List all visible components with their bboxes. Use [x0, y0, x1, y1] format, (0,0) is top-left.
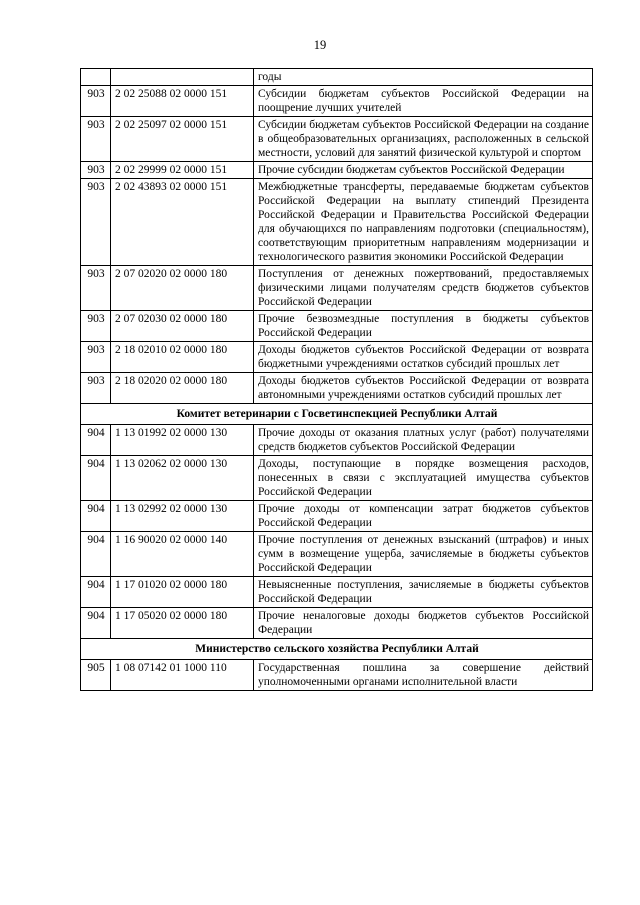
description-cell: Доходы бюджетов субъектов Российской Федерации от возврата бюджетными учреждениями остатков субсидий прошлых лет: [254, 342, 593, 373]
description-cell: Прочие неналоговые доходы бюджетов субъектов Российской Федерации: [254, 608, 593, 639]
section-header-row: [81, 404, 593, 425]
table-row: [81, 425, 593, 456]
revenue-code-cell: 2 07 02030 02 0000 180: [111, 311, 254, 342]
table-row: [81, 456, 593, 501]
revenue-code-cell: 1 13 02992 02 0000 130: [111, 501, 254, 532]
table-row: [81, 577, 593, 608]
page-number: 19: [313, 38, 327, 52]
admin-code-cell: 903: [81, 266, 111, 311]
revenue-code-cell: 2 02 29999 02 0000 151: [111, 162, 254, 179]
table-row: [81, 608, 593, 639]
table-row: [81, 373, 593, 404]
description-cell: Межбюджетные трансферты, передаваемые бюджетам субъектов Российской Федерации на выплату стипендий Президента Российской Федерации и Правительства Российской Федерации для обучающихся по направлениям подготовки (специальностям), соответствующим приоритетным направлениям модернизации и технологического развития экономики Российской Федерации: [254, 179, 593, 266]
description-cell: Доходы, поступающие в порядке возмещения расходов, понесенных в связи с эксплуатацией имущества субъектов Российской Федерации: [254, 456, 593, 501]
table-row: [81, 69, 593, 86]
revenue-codes-table: [80, 68, 593, 691]
revenue-code-cell: 1 13 01992 02 0000 130: [111, 425, 254, 456]
table-row: [81, 342, 593, 373]
admin-code-cell: 903: [81, 342, 111, 373]
description-cell: Субсидии бюджетам субъектов Российской Федерации на поощрение лучших учителей: [254, 86, 593, 117]
revenue-code-cell: 2 02 43893 02 0000 151: [111, 179, 254, 266]
admin-code-cell: 904: [81, 425, 111, 456]
admin-code-cell: 903: [81, 179, 111, 266]
description-cell: годы: [254, 69, 593, 86]
revenue-code-cell: [111, 69, 254, 86]
table-row: [81, 86, 593, 117]
revenue-code-cell: 1 13 02062 02 0000 130: [111, 456, 254, 501]
description-cell: Прочие поступления от денежных взысканий (штрафов) и иных сумм в возмещение ущерба, зачисляемые в бюджеты субъектов Российской Федерации: [254, 532, 593, 577]
revenue-code-cell: 1 17 01020 02 0000 180: [111, 577, 254, 608]
table-row: [81, 532, 593, 577]
revenue-code-cell: 1 08 07142 01 1000 110: [111, 660, 254, 691]
admin-code-cell: 904: [81, 608, 111, 639]
admin-code-cell: 905: [81, 660, 111, 691]
revenue-code-cell: 1 16 90020 02 0000 140: [111, 532, 254, 577]
description-cell: Поступления от денежных пожертвований, предоставляемых физическими лицами получателям средств бюджетов субъектов Российской Федерации: [254, 266, 593, 311]
revenue-code-cell: 1 17 05020 02 0000 180: [111, 608, 254, 639]
revenue-code-cell: 2 02 25088 02 0000 151: [111, 86, 254, 117]
admin-code-cell: 903: [81, 162, 111, 179]
table-row: [81, 311, 593, 342]
admin-code-cell: 904: [81, 577, 111, 608]
revenue-code-cell: 2 07 02020 02 0000 180: [111, 266, 254, 311]
table-row: [81, 162, 593, 179]
description-cell: Государственная пошлина за совершение действий уполномоченными органами исполнительной власти: [254, 660, 593, 691]
admin-code-cell: 904: [81, 456, 111, 501]
revenue-code-cell: 2 18 02020 02 0000 180: [111, 373, 254, 404]
table-row: [81, 117, 593, 162]
description-cell: Прочие доходы от оказания платных услуг (работ) получателями средств бюджетов субъектов Российской Федерации: [254, 425, 593, 456]
description-cell: Субсидии бюджетам субъектов Российской Федерации на создание в общеобразовательных организациях, расположенных в сельской местности, условий для занятий физической культурой и спортом: [254, 117, 593, 162]
section-title: Комитет ветеринарии с Госветинспекцией Республики Алтай: [81, 404, 593, 425]
admin-code-cell: 904: [81, 501, 111, 532]
table-row: [81, 179, 593, 266]
table-row: [81, 266, 593, 311]
table-row: [81, 501, 593, 532]
revenue-code-cell: 2 02 25097 02 0000 151: [111, 117, 254, 162]
description-cell: Прочие доходы от компенсации затрат бюджетов субъектов Российской Федерации: [254, 501, 593, 532]
admin-code-cell: 903: [81, 86, 111, 117]
description-cell: Невыясненные поступления, зачисляемые в бюджеты субъектов Российской Федерации: [254, 577, 593, 608]
table-row: [81, 660, 593, 691]
table-body: [81, 69, 593, 691]
revenue-code-cell: 2 18 02010 02 0000 180: [111, 342, 254, 373]
admin-code-cell: [81, 69, 111, 86]
description-cell: Прочие безвозмездные поступления в бюджеты субъектов Российской Федерации: [254, 311, 593, 342]
admin-code-cell: 903: [81, 373, 111, 404]
section-header-row: [81, 639, 593, 660]
admin-code-cell: 904: [81, 532, 111, 577]
description-cell: Доходы бюджетов субъектов Российской Федерации от возврата автономными учреждениями остатков субсидий прошлых лет: [254, 373, 593, 404]
admin-code-cell: 903: [81, 117, 111, 162]
description-cell: Прочие субсидии бюджетам субъектов Российской Федерации: [254, 162, 593, 179]
admin-code-cell: 903: [81, 311, 111, 342]
section-title: Министерство сельского хозяйства Республики Алтай: [81, 639, 593, 660]
